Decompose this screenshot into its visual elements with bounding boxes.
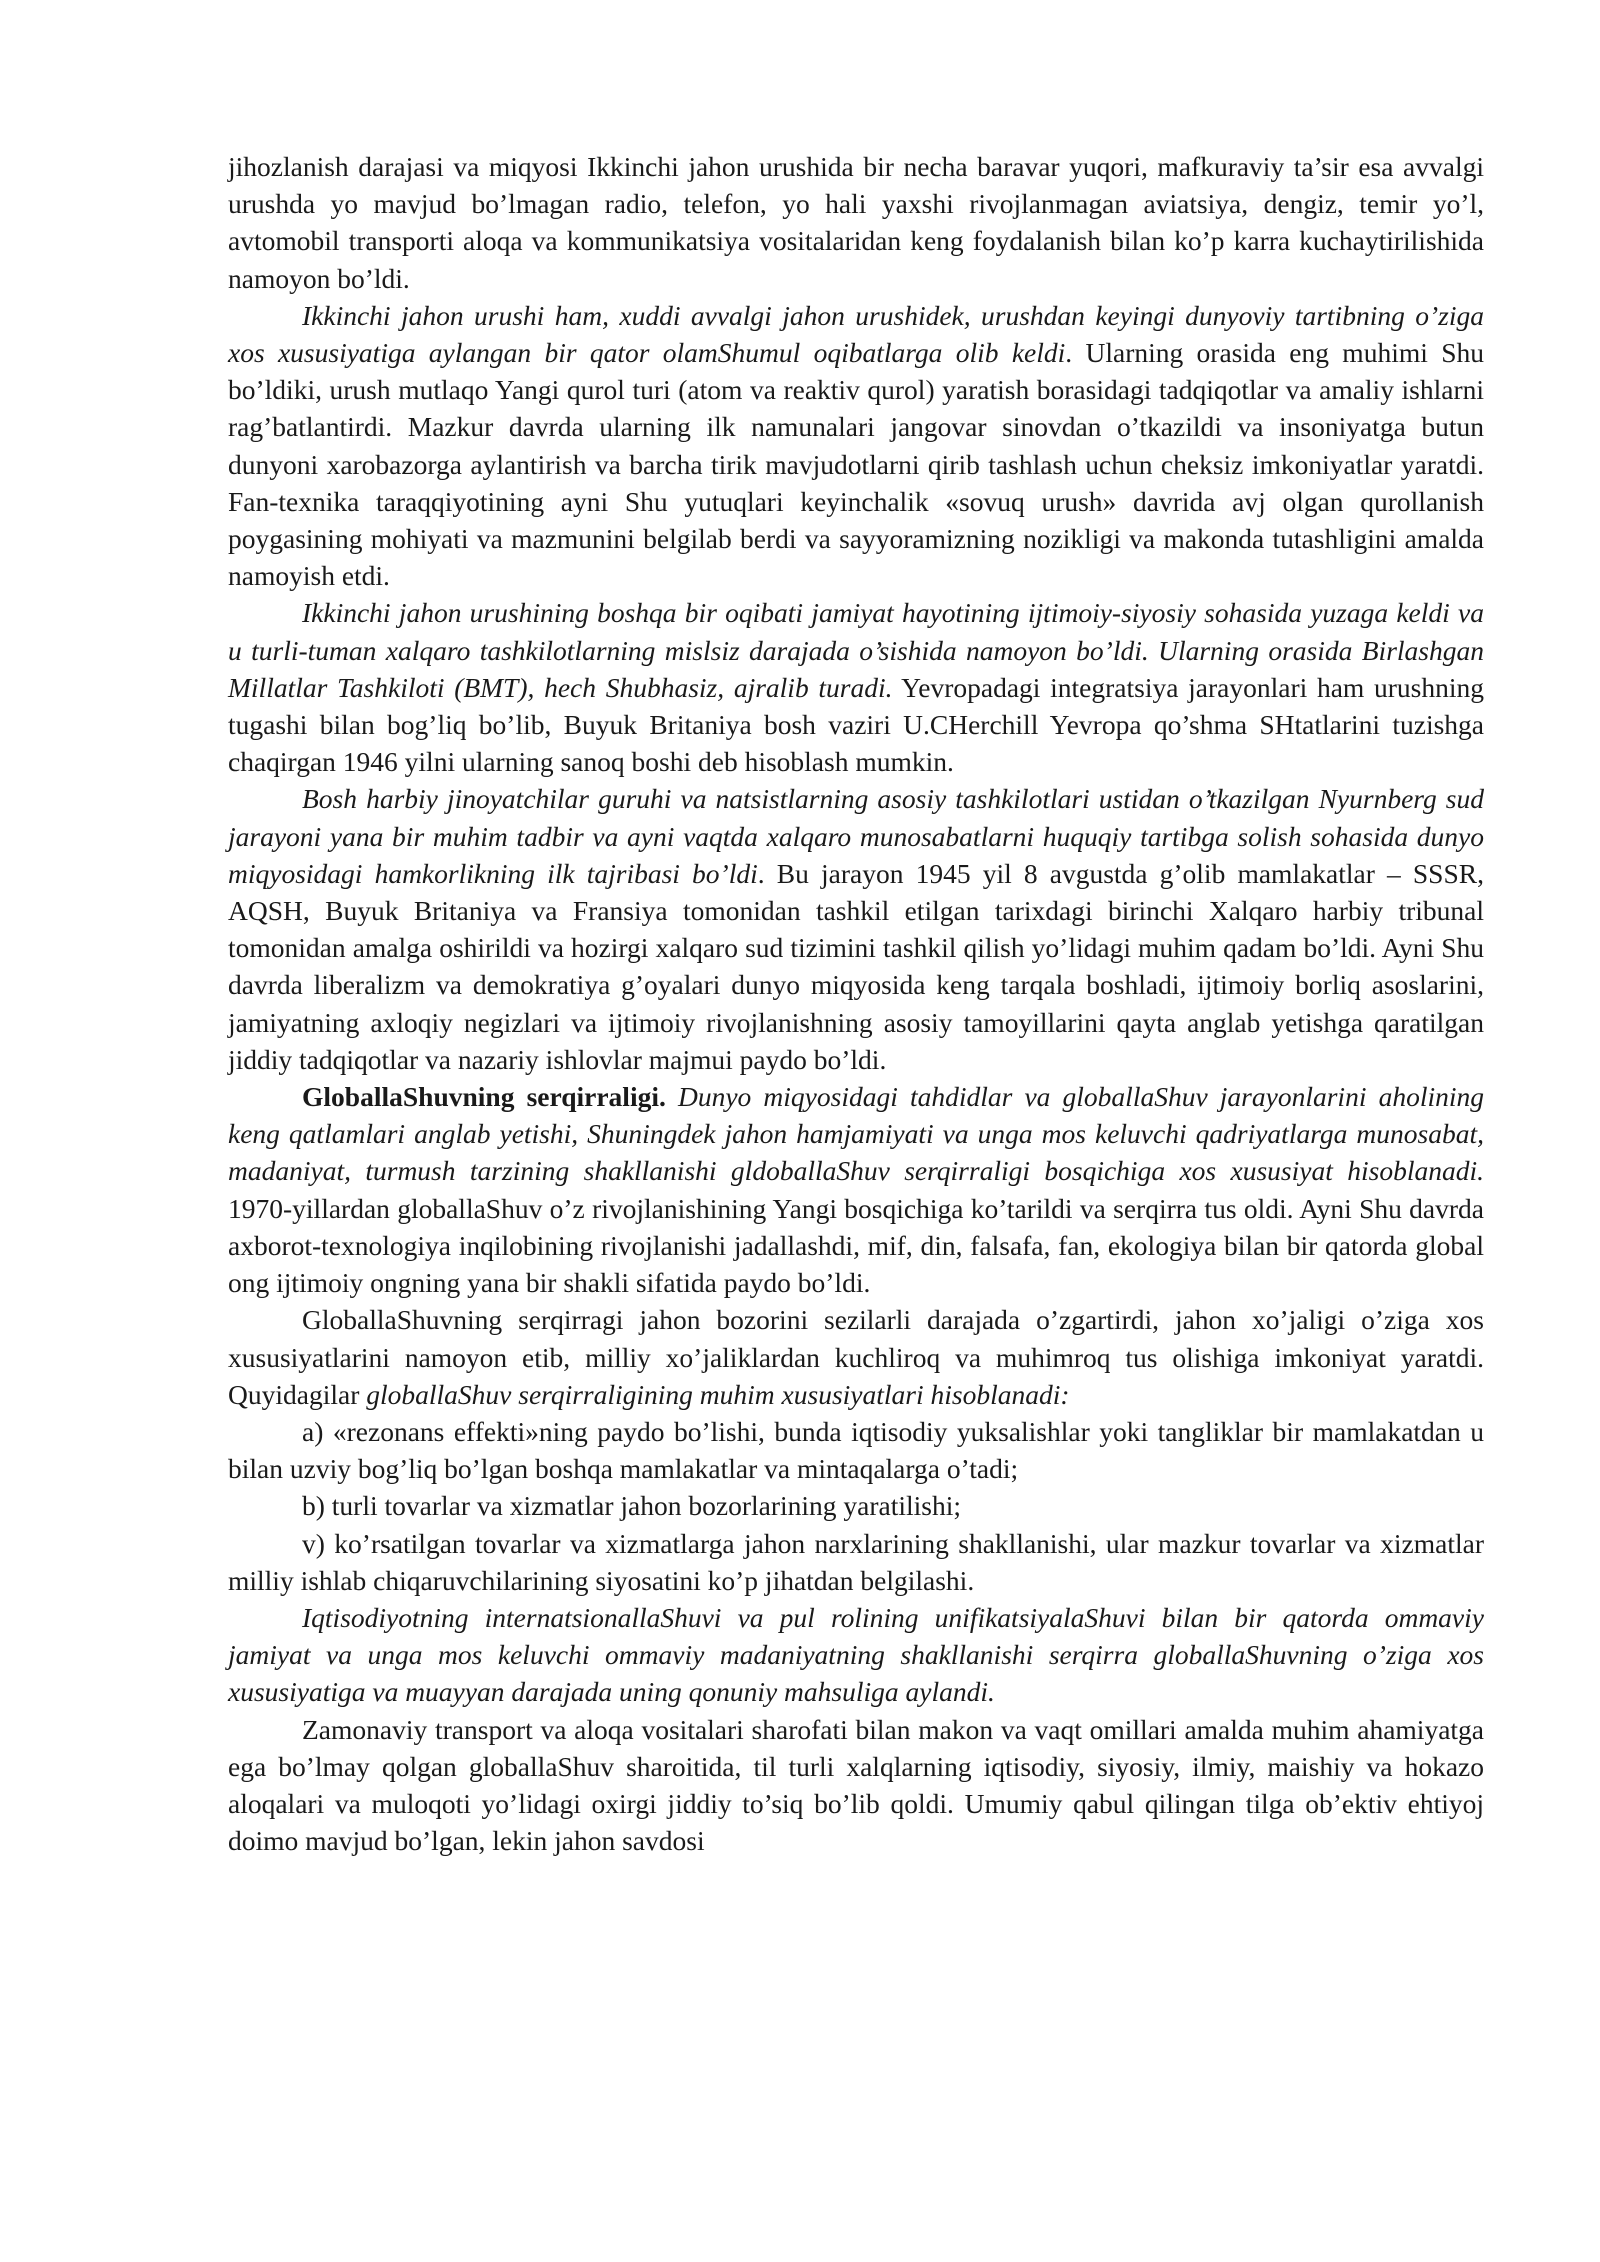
italic-text-run: Ikkinchi jahon urushining boshqa bir oqibati jamiyat hayotining ijtimoiy-siyosiy sohasida yuzaga keldi va u turli-tuman xalqaro tashkilotlarning mislsiz darajada o’sishida namoyon bo’ldi. Ularning orasida Birlashgan Millatlar Tashkiloti (BMT), hech Shubhasiz, ajralib turadi. [228,597,1484,703]
text-run: v) ko’rsatilgan tovarlar va xizmatlarga jahon narxlarining shakllanishi, ular mazkur tovarlar va xizmatlar milliy ishlab chiqaruvchilarining siyosatini ko’p jihatdan belgilashi. [228,1527,1484,1596]
text-run: . Ularning orasida eng muhimi Shu bo’ldiki, urush mutlaqo Yangi qurol turi (atom va reaktiv qurol) yaratish borasidagi tadqiqotlar va amaliy ishlarni rag’batlantirdi. Mazkur davrda ularning ilk namunalari jangovar sinovdan o’tkazildi va insoniyatga butun dunyoni xarobazorga aylantirish va barcha tirik mavjudotlarni qirib tashlash uchun cheksiz imkoniyatlar yaratdi. Fan-texnika taraqqiyotining ayni Shu yutuqlari keyinchalik «sovuq urush» davrida avj olgan qurollanish poygasining mohiyati va mazmunini belgilab berdi va sayyoramizning nozikligi va makonda tutashligini amalda namoyish etdi. [228,337,1484,592]
text-run: Yevropadagi integratsiya jarayonlari ham urushning tugashi bilan bog’liq bo’lib, Buyuk Britaniya bosh vaziri U.CHerchill Yevropa qo’shma SHtatlarini tuzishga chaqirgan 1946 yilni ularning sanoq boshi deb hisoblash mumkin. [228,671,1484,778]
paragraph [228,1078,1484,1301]
paragraph [228,297,1484,595]
paragraph [228,780,1484,1078]
italic-text-run: Dunyo miqyosidagi tahdidlar va globallaShuv jarayonlarini aholining keng qatlamlari anglab yetishi, Shuningdek jahon hamjamiyati va unga mos keluvchi qadriyatlarga munosabat, madaniyat, turmush tarzining shakllanishi gldoballaShuv serqirraligi bosqichiga xos xususiyat hisoblanadi. [228,1081,1485,1187]
list-item [228,1413,1484,1487]
document-page [228,148,1484,1859]
italic-text-run: Ikkinchi jahon urushi ham, xuddi avvalgi jahon urushidek, urushdan keyingi dunyoviy tartibning o’ziga xos xususiyatiga aylangan bir qator olamShumul oqibatlarga olib keldi [228,299,1484,369]
italic-text-run: Iqtisodiyotning internatsionallaShuvi va pul rolining unifikatsiyalaShuvi bilan bir qatorda ommaviy jamiyat va unga mos keluvchi ommaviy madaniyatning shakllanishi serqirra globallaShuvning o’ziga xos xususiyatiga va muayyan darajada uning qonuniy mahsuliga aylandi. [228,1601,1484,1708]
text-run: jihozlanish darajasi va miqyosi Ikkinchi jahon urushida bir necha baravar yuqori, mafkuraviy ta’sir esa avvalgi urushda yo mavjud bo’lmagan radio, telefon, yo hali yaxshi rivojlanmagan aviatsiya, dengiz, temir yo’l, avtomobil transporti aloqa va kommunikatsiya vositalaridan keng foydalanish bilan ko’p karra kuchaytirilishida namoyon bo’ldi. [228,151,1484,294]
text-run: 1970-yillardan globallaShuv o’z rivojlanishining Yangi bosqichiga ko’tarildi va serqirra tus oldi. Ayni Shu davrda axborot-texnologiya inqilobining rivojlanishi jadallashdi, mif, din, falsafa, fan, ekologiya bilan bir qatorda global ong ijtimoiy ongning yana bir shakli sifatida paydo bo’ldi. [228,1192,1484,1299]
paragraph [228,1599,1484,1711]
paragraph [228,1711,1484,1860]
paragraph [228,1301,1484,1413]
italic-text-run: Bosh harbiy jinoyatchilar guruhi va natsistlarning asosiy tashkilotlari ustidan o’tkazilgan Nyurnberg sud jarayoni yana bir muhim tadbir va ayni vaqtda xalqaro munosabatlarni huquqiy tartibga solish sohasida dunyo miqyosidagi hamkorlikning ilk tajribasi bo’ldi [228,783,1484,889]
text-run: . Bu jarayon 1945 yil 8 avgustda g’olib mamlakatlar – SSSR, AQSH, Buyuk Britaniya va Fransiya tomonidan tashkil etilgan tarixdagi birinchi Xalqaro harbiy tribunal tomonidan amalga oshirildi va hozirgi xalqaro sud tizimini tashkil qilish yo’lidagi muhim qadam bo’ldi. Ayni Shu davrda liberalizm va demokratiya g’oyalari dunyo miqyosida keng tarqala boshladi, ijtimoiy borliq asoslarini, jamiyatning axloqiy negizlari va ijtimoiy rivojlanishning asosiy tamoyillarini qayta anglab yetishga qaratilgan jiddiy tadqiqotlar va nazariy ishlovlar majmui paydo bo’ldi. [228,857,1484,1075]
list-item [228,1525,1484,1599]
text-run: GloballaShuvning serqirragi jahon bozorini sezilarli darajada o’zgartirdi, jahon xo’jaligi o’ziga xos xususiyatlarini namoyon etib, milliy xo’jaliklardan kuchliroq va muhimroq tus olishiga imkoniyat yaratdi. Quyidagilar [228,1304,1484,1410]
text-run: Zamonaviy transport va aloqa vositalari sharofati bilan makon va vaqt omillari amalda muhim ahamiyatga ega bo’lmay qolgan globallaShuv sharoitida, til turli xalqlarning iqtisodiy, siyosiy, ilmiy, maishiy va hokazo aloqalari va muloqoti yo’lidagi oxirgi jiddiy to’siq bo’lib qoldi. Umumiy qabul qilingan tilga ob’ektiv ehtiyoj doimo mavjud bo’lgan, lekin jahon savdosi [228,1713,1484,1857]
italic-text-run: globallaShuv serqirraligining muhim xususiyatlari hisoblanadi: [366,1378,1070,1410]
text-run: b) turli tovarlar va xizmatlar jahon bozorlarining yaratilishi; [302,1490,962,1522]
paragraph [228,148,1484,297]
text-run [666,1081,678,1112]
text-run: a) «rezonans effekti»ning paydo bo’lishi, bunda iqtisodiy yuksalishlar yoki tangliklar bir mamlakatdan u bilan uzviy bog’liq bo’lgan boshqa mamlakatlar va mintaqalarga o’tadi; [228,1415,1484,1485]
section-heading: GloballaShuvning serqirraligi. [302,1081,666,1113]
paragraph [228,594,1484,780]
list-item [228,1487,1484,1524]
